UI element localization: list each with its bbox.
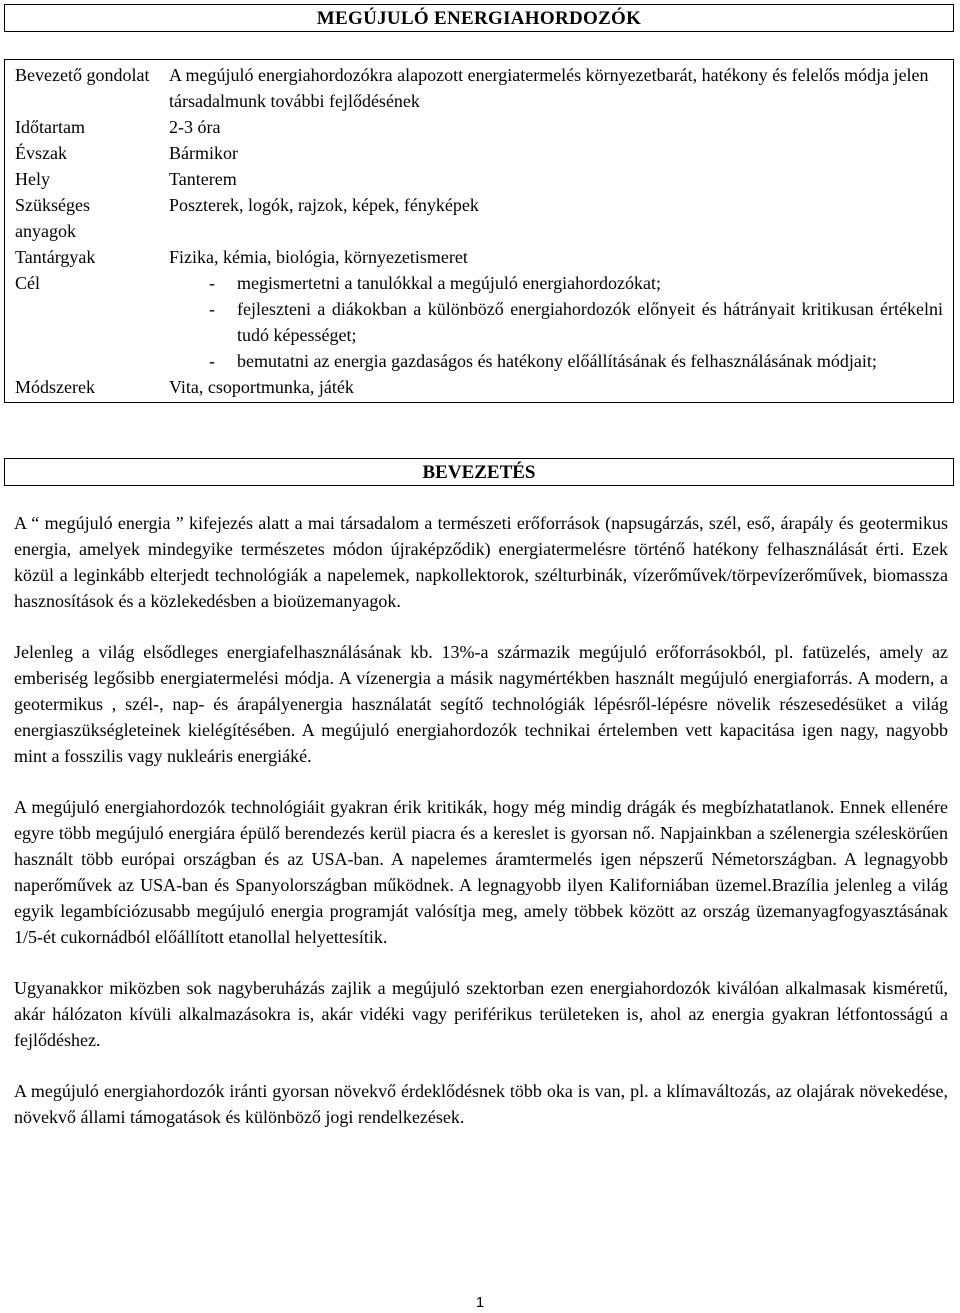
lesson-info-table xyxy=(4,59,954,403)
season-label: Évszak xyxy=(15,143,67,163)
methods-value: Vita, csoportmunka, játék xyxy=(169,377,354,397)
duration-label: Időtartam xyxy=(15,117,85,137)
body-text xyxy=(14,510,948,1155)
table-row xyxy=(5,270,954,374)
goal-value xyxy=(155,270,954,374)
table-row xyxy=(5,60,954,115)
intro-value: A megújuló energiahordozókra alapozott energiatermelés környezetbarát, hatékony és felelős módja jelen társadalmunk további fejlődésének xyxy=(169,65,929,111)
place-label: Hely xyxy=(15,169,50,189)
materials-label: Szükséges anyagok xyxy=(15,195,90,241)
page-number: 1 xyxy=(475,1294,485,1311)
paragraph: A megújuló energiahordozók iránti gyorsan növekvő érdeklődésnek több oka is van, pl. a klímaváltozás, az olajárak növekedése, növekvő állami támogatások és különböző jogi rendelkezések. xyxy=(14,1081,948,1127)
table-row xyxy=(5,140,954,166)
table-row xyxy=(5,166,954,192)
table-row xyxy=(5,374,954,403)
table-row xyxy=(5,244,954,270)
paragraph: Ugyanakkor miközben sok nagyberuházás zajlik a megújuló szektorban ezen energiahordozók kiválóan alkalmasak kisméretű, akár hálózaton kívüli alkalmazásokra is, akár vidéki vagy periférikus területeken is, ahol az energia gyakran létfontosságú a fejlődéshez. xyxy=(14,978,948,1050)
duration-value: 2-3 óra xyxy=(169,117,221,137)
place-value: Tanterem xyxy=(169,169,237,189)
intro-label: Bevezető gondolat xyxy=(15,65,150,85)
paragraph: A megújuló energiahordozók technológiáit gyakran érik kritikák, hogy még mindig drágák és megbízhatatlanok. Ennek ellenére egyre több megújuló energiára épülő berendezés kerül piacra és a kereslet is gyorsan nő. Napjainkban a szélenergia széleskörűen használt több európai országban és az USA-ban. A napelemes áramtermelés igen népszerű Németországban. A legnagyobb naperőművek az USA-ban és Spanyolországban működnek. A legnagyobb ilyen Kaliforniában üzemel.Brazília jelenleg a világ egyik legambíciózusabb megújuló energia programját valósítja meg, amely többek között az ország üzemanyagfogyasztásának 1/5-ét cukornádból előállított etanollal helyettesítik. xyxy=(14,797,948,947)
subjects-value: Fizika, kémia, biológia, környezetismeret xyxy=(169,247,468,267)
section-heading: BEVEZETÉS xyxy=(4,458,954,486)
table-row xyxy=(5,114,954,140)
document-title: MEGÚJULÓ ENERGIAHORDOZÓK xyxy=(4,4,954,32)
subjects-label: Tantárgyak xyxy=(15,247,96,267)
methods-label: Módszerek xyxy=(15,377,95,397)
goal-item: - megismertetni a tanulókkal a megújuló energiahordozókat; xyxy=(169,270,943,296)
goal-list xyxy=(169,270,943,374)
season-value: Bármikor xyxy=(169,143,238,163)
paragraph: A “ megújuló energia ” kifejezés alatt a mai társadalom a természeti erőforrások (napsugárzás, szél, eső, árapály és geotermikus energia, amelyek mindegyike természetes módon újraképződik) energiatermelésre történő hatékony felhasználását érti. Ezek közül a leginkább elterjedt technológiák a napelemek, napkollektorok, szélturbinák, vízerőművek/törpevízerőművek, biomassza hasznosítások és a közlekedésben a bioüzemanyagok. xyxy=(14,513,948,611)
paragraph: Jelenleg a világ elsődleges energiafelhasználásának kb. 13%-a származik megújuló erőforrásokból, pl. fatüzelés, amely az emberiség legősibb energiatermelési módja. A vízenergia a másik nagymértékben használt megújuló energiaforrás. A modern, a geotermikus , szél-, nap- és árapályenergia használatát segítő technológiák lépésről-lépésre növelik részesedésüket a világ energiaszükségleteinek kielégítésében. A megújuló energiahordozók technikai értelemben vett kapacitása igen nagy, nagyobb mint a fosszilis vagy nukleáris energiáké. xyxy=(14,642,948,766)
table-row xyxy=(5,192,954,244)
materials-value: Poszterek, logók, rajzok, képek, fényképek xyxy=(169,195,479,215)
goal-item: - fejleszteni a diákokban a különböző energiahordozók előnyeit és hátrányait kritikusan értékelni tudó képességet; xyxy=(169,296,943,348)
goal-label: Cél xyxy=(15,273,40,293)
goal-item: - bemutatni az energia gazdaságos és hatékony előállításának és felhasználásának módjait; xyxy=(169,348,943,374)
